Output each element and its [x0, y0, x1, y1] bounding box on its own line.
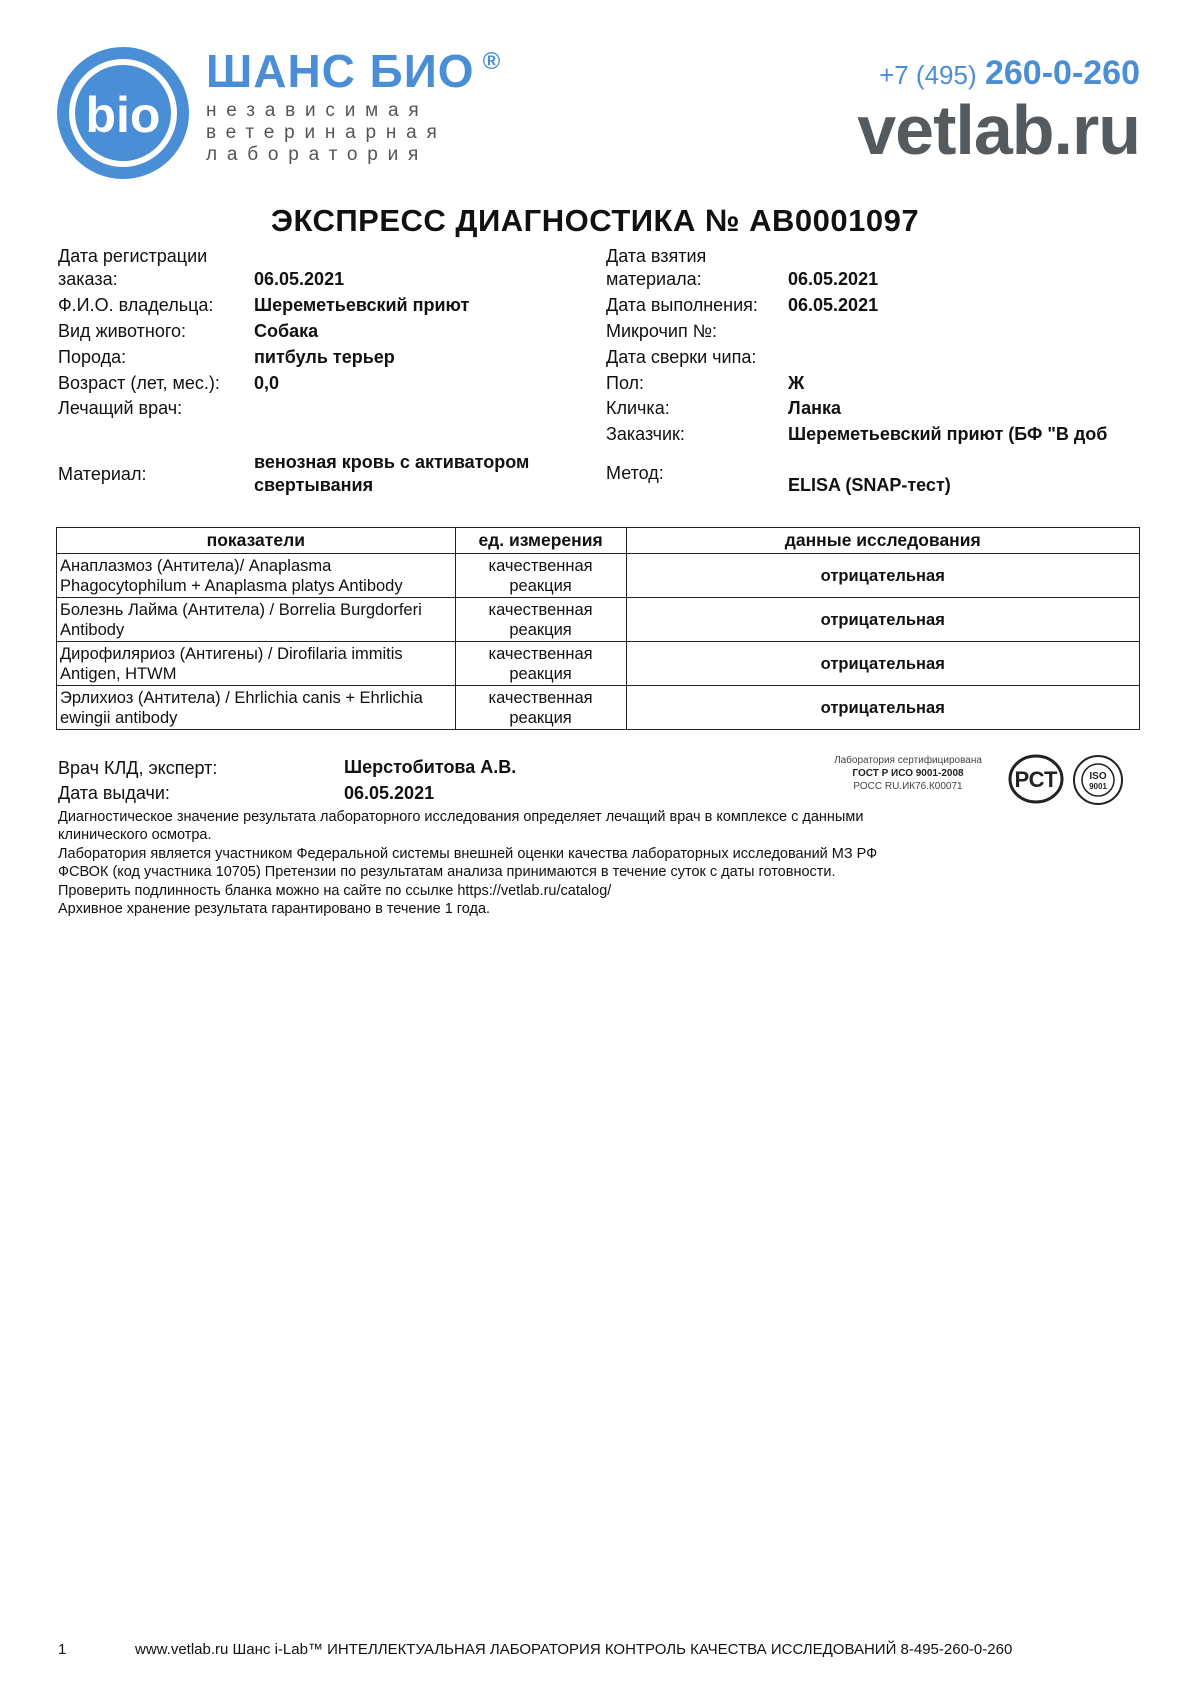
indicator-name-cont: ewingii antibody — [60, 708, 178, 727]
material-label: Материал: — [58, 464, 147, 484]
result-cell: отрицательная — [626, 686, 1139, 730]
tagline-line: независимая — [206, 100, 429, 121]
cert-standard: ГОСТ Р ИСО 9001-2008 — [852, 768, 964, 779]
brand-name — [206, 45, 502, 97]
sex-label: Пол: — [606, 373, 645, 393]
table-row — [57, 554, 1140, 598]
unit-text: качественная — [488, 688, 593, 707]
table-row — [57, 686, 1140, 730]
brand-tagline — [206, 100, 501, 166]
table-row — [57, 598, 1140, 642]
rst-mark-icon — [1008, 754, 1064, 804]
cert-line: Лаборатория сертифицирована — [834, 755, 982, 766]
material-value-2: свертывания — [254, 475, 374, 495]
owner-value: Шереметьевский приют — [254, 295, 470, 315]
note-line: Проверить подлинность бланка можно на сайте по ссылке https://vetlab.ru/catalog/ — [58, 882, 612, 899]
unit-cell — [455, 598, 626, 642]
chip-label: Микрочип №: — [606, 321, 718, 341]
unit-text: качественная — [488, 644, 593, 663]
rst-text: РСТ — [1014, 767, 1058, 792]
unit-text-cont: реакция — [509, 576, 572, 595]
note-line: ФСВОК (код участника 10705) Претензии по результатам анализа принимаются в течение суток с даты готовности. — [58, 864, 836, 881]
phone-main: 260-0-260 — [984, 54, 1140, 92]
customer-label: Заказчик: — [606, 424, 685, 444]
unit-text: качественная — [488, 556, 593, 575]
brand-block — [206, 45, 502, 166]
unit-text-cont: реакция — [509, 664, 572, 683]
indicator-name-cont: Antigen, HTWM — [60, 664, 177, 683]
reg-date-value: 06.05.2021 — [254, 269, 345, 289]
breed-value: питбуль терьер — [254, 347, 395, 367]
tagline-line: лаборатория — [206, 144, 429, 165]
issue-date-label: Дата выдачи: — [58, 783, 170, 803]
result-cell: отрицательная — [626, 642, 1139, 686]
result-cell: отрицательная — [626, 598, 1139, 642]
owner-label: Ф.И.О. владельца: — [58, 295, 214, 315]
unit-cell — [455, 554, 626, 598]
column-header-result: данные исследования — [626, 528, 1139, 554]
indicator-cell — [57, 554, 456, 598]
iso-number: 9001 — [1089, 782, 1107, 791]
iso-badge-icon — [1072, 754, 1124, 806]
sample-date-label-2: материала: — [606, 269, 702, 289]
note-line: клинического осмотра. — [58, 827, 212, 844]
note-line: Лаборатория является участником Федеральной системы внешней оценки качества лабораторных исследований МЗ РФ — [58, 845, 878, 862]
sex-value: Ж — [788, 373, 805, 393]
reg-date-label: Дата регистрации — [58, 246, 208, 266]
sample-date-value: 06.05.2021 — [788, 269, 879, 289]
iso-text: ISO — [1089, 771, 1107, 782]
result-cell: отрицательная — [626, 554, 1139, 598]
results-table — [56, 527, 1140, 730]
indicator-cell — [57, 686, 456, 730]
sample-date-label: Дата взятия — [606, 246, 707, 266]
indicator-name: Анаплазмоз (Антитела)/ Anaplasma — [60, 556, 332, 575]
page-number: 1 — [58, 1641, 67, 1658]
age-value: 0,0 — [254, 373, 280, 393]
indicator-name: Дирофиляриоз (Антигены) / Dirofilaria immitis — [60, 644, 403, 663]
done-date-label: Дата выполнения: — [606, 295, 758, 315]
cert-number: РОСС RU.ИК76.К00071 — [853, 781, 963, 792]
phone-number — [879, 56, 1140, 90]
issue-date-value: 06.05.2021 — [344, 783, 435, 803]
notes-block — [58, 808, 1058, 918]
method-value: ELISA (SNAP-тест) — [788, 475, 951, 495]
cert-text — [808, 754, 1008, 793]
note-line: Диагностическое значение результата лабораторного исследования определяет лечащий врач в комплексе с данными — [58, 809, 864, 825]
unit-cell — [455, 686, 626, 730]
pet-name-label: Кличка: — [606, 398, 670, 418]
column-header-unit: ед. измерения — [455, 528, 626, 554]
table-header-row — [57, 528, 1140, 554]
age-label: Возраст (лет, мес.): — [58, 373, 220, 393]
indicator-name-cont: Phagocytophilum + Anaplasma platys Antibody — [60, 576, 403, 595]
chip-check-label: Дата сверки чипа: — [606, 347, 757, 367]
method-label: Метод: — [606, 463, 664, 483]
bio-logo-icon — [56, 46, 190, 180]
customer-value: Шереметьевский приют (БФ "В доб — [788, 424, 1108, 444]
phone-prefix: +7 (495) — [879, 60, 977, 90]
species-value: Собака — [254, 321, 319, 341]
species-label: Вид животного: — [58, 321, 187, 341]
reg-date-label-2: заказа: — [58, 269, 118, 289]
document-title: ЭКСПРЕСС ДИАГНОСТИКА № АВ0001097 — [270, 203, 920, 238]
unit-text: качественная — [488, 600, 593, 619]
material-value: венозная кровь с активатором — [254, 452, 530, 472]
indicator-name-cont: Antibody — [60, 620, 125, 639]
table-row — [57, 642, 1140, 686]
indicator-name: Эрлихиоз (Антитела) / Ehrlichia canis + Ehrlichia — [60, 688, 423, 707]
registered-mark: ® — [482, 48, 502, 75]
tagline-line: ветеринарная — [206, 122, 447, 143]
expert-name: Шерстобитова А.В. — [344, 757, 517, 777]
indicator-name: Болезнь Лайма (Антитела) / Borrelia Burgdorferi — [60, 600, 422, 619]
site-logo: vetlab.ru — [857, 91, 1140, 169]
unit-text-cont: реакция — [509, 708, 572, 727]
unit-cell — [455, 642, 626, 686]
doctor-label: Лечащий врач: — [58, 398, 183, 418]
note-line: Архивное хранение результата гарантировано в течение 1 года. — [58, 901, 491, 918]
done-date-value: 06.05.2021 — [788, 295, 879, 315]
breed-label: Порода: — [58, 347, 127, 367]
certification-block — [808, 754, 1128, 806]
column-header-indicator: показатели — [57, 528, 456, 554]
brand-title: ШАНС БИО — [206, 45, 475, 97]
expert-label: Врач КЛД, эксперт: — [58, 758, 218, 778]
footer-text: www.vetlab.ru Шанс i-Lab™ ИНТЕЛЛЕКТУАЛЬНАЯ ЛАБОРАТОРИЯ КОНТРОЛЬ КАЧЕСТВА ИССЛЕДОВАНИЙ 8-495-260-0-260 — [135, 1641, 1013, 1658]
indicator-cell — [57, 642, 456, 686]
pet-name-value: Ланка — [788, 398, 841, 418]
logo-text: bio — [85, 87, 161, 143]
unit-text-cont: реакция — [509, 620, 572, 639]
indicator-cell — [57, 598, 456, 642]
